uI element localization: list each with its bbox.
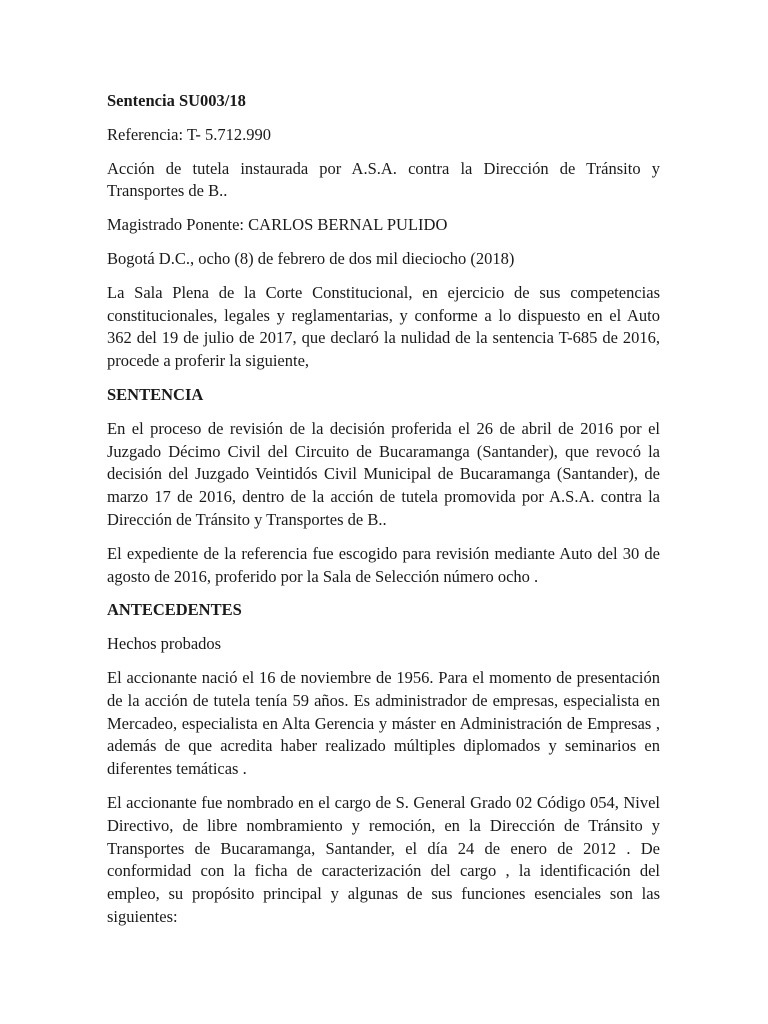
date-line: Bogotá D.C., ocho (8) de febrero de dos mil dieciocho (2018) [107, 248, 515, 268]
magistrate-line: Magistrado Ponente: CARLOS BERNAL PULIDO [107, 215, 448, 235]
section-heading-sentencia: SENTENCIA [107, 384, 204, 404]
action-description: Acción de tutela instaurada por A.S.A. contra la Dirección de Tránsito y Transportes de B.. [107, 158, 660, 201]
birth-paragraph: El accionante nació el 16 de noviembre de 1956. Para el momento de presentación de la acción de tutela tenía 59 años. Es administrador de empresas, especialista en Mercadeo, especialista en Alta Gerencia y máster en Administración de Empresas , además de que acredita haber realizado múltiples diplomados y seminarios en diferentes temáticas . [107, 667, 660, 779]
appointment-paragraph: El accionante fue nombrado en el cargo de S. General Grado 02 Código 054, Nivel Directivo, de libre nombramiento y remoción, en la Dirección de Tránsito y Transportes de Bucaramanga, Santander, el día 24 de enero de 2012 . De conformidad con la ficha de caracterización del cargo , la identificación del empleo, su propósito principal y algunas de sus funciones esenciales son las siguientes: [107, 792, 660, 926]
intro-paragraph: La Sala Plena de la Corte Constitucional, en ejercicio de sus competencias constitucionales, legales y reglamentarias, y conforme a lo dispuesto en el Auto 362 del 19 de julio de 2017, que declaró la nulidad de la sentencia T-685 de 2016, procede a proferir la siguiente, [107, 282, 660, 371]
document-body [107, 90, 660, 940]
section-heading-antecedentes: ANTECEDENTES [107, 600, 242, 620]
reference-line: Referencia: T- 5.712.990 [107, 124, 272, 144]
file-paragraph: El expediente de la referencia fue escogido para revisión mediante Auto del 30 de agosto de 2016, proferido por la Sala de Selección número ocho . [107, 543, 660, 586]
process-paragraph: En el proceso de revisión de la decisión proferida el 26 de abril de 2016 por el Juzgado Décimo Civil del Circuito de Bucaramanga (Santander), que revocó la decisión del Juzgado Veintidós Civil Municipal de Bucaramanga (Santander), de marzo 17 de 2016, dentro de la acción de tutela promovida por A.S.A. contra la Dirección de Tránsito y Transportes de B.. [107, 418, 660, 529]
subheading-hechos: Hechos probados [107, 634, 222, 654]
document-title: Sentencia SU003/18 [107, 91, 246, 110]
